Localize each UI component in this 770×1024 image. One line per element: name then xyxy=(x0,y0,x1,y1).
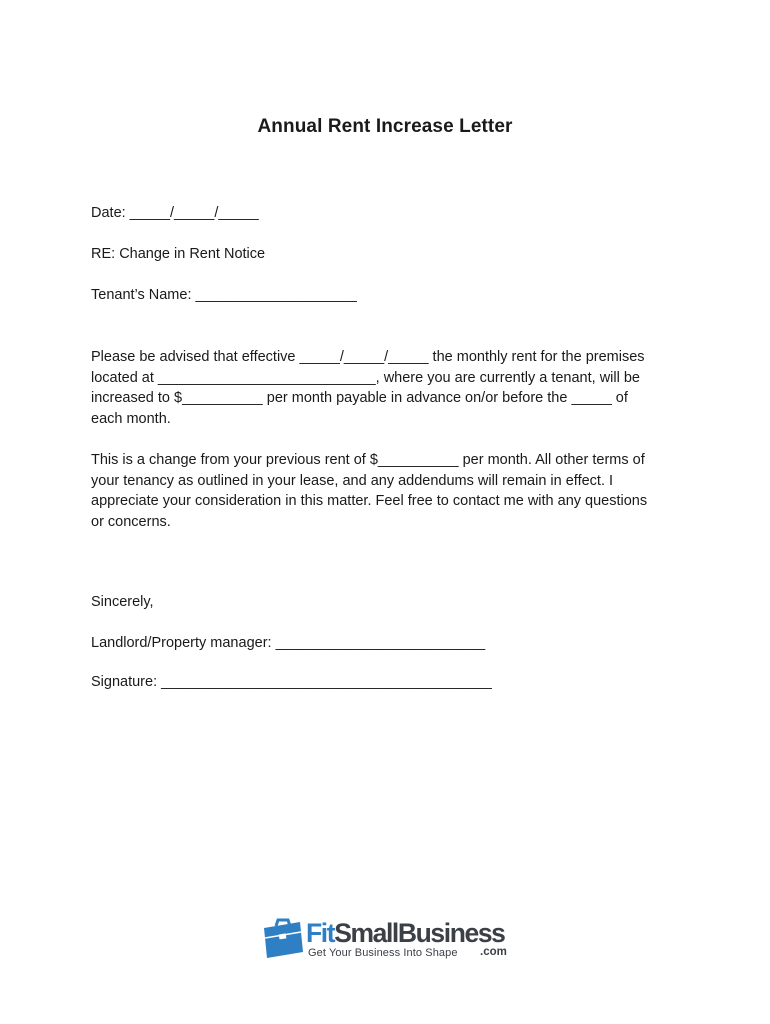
terms-paragraph-line: or concerns. xyxy=(91,513,171,530)
notice-paragraph xyxy=(91,347,681,429)
terms-paragraph-line: your tenancy as outlined in your lease, and any addendums will remain in effect. I xyxy=(91,472,614,489)
brand-tagline: Get Your Business Into Shape xyxy=(308,947,458,959)
letter-title: Annual Rent Increase Letter xyxy=(257,116,513,137)
tenant-name-line: Tenant’s Name: ____________________ xyxy=(91,287,357,303)
terms-paragraph-line: This is a change from your previous rent of $__________ per month. All other terms of xyxy=(91,452,645,468)
notice-paragraph-line: Please be advised that effective _____/_____/_____ the monthly rent for the premises xyxy=(91,349,645,365)
signature-line: Signature: _________________________________________ xyxy=(91,674,492,690)
brand-rest: SmallBusiness xyxy=(334,918,505,948)
fitsmallbusiness-logo xyxy=(262,916,512,966)
manager-line: Landlord/Property manager: __________________________ xyxy=(91,635,486,651)
brand-wordmark xyxy=(306,918,505,948)
date-line: Date: _____/_____/_____ xyxy=(91,205,259,221)
re-line: RE: Change in Rent Notice xyxy=(91,246,266,262)
brand-fit: Fit xyxy=(306,918,335,948)
terms-paragraph-line: appreciate your consideration in this matter. Feel free to contact me with any questions xyxy=(91,493,648,510)
closing-line: Sincerely, xyxy=(91,594,154,610)
brand-domain-suffix: .com xyxy=(480,946,507,958)
notice-paragraph-line: located at ___________________________, where you are currently a tenant, will be xyxy=(91,369,640,386)
briefcase-icon xyxy=(262,916,304,965)
terms-paragraph xyxy=(91,450,681,532)
notice-paragraph-line: increased to $__________ per month payable in advance on/or before the _____ of xyxy=(91,390,628,407)
notice-paragraph-line: each month. xyxy=(91,410,171,427)
